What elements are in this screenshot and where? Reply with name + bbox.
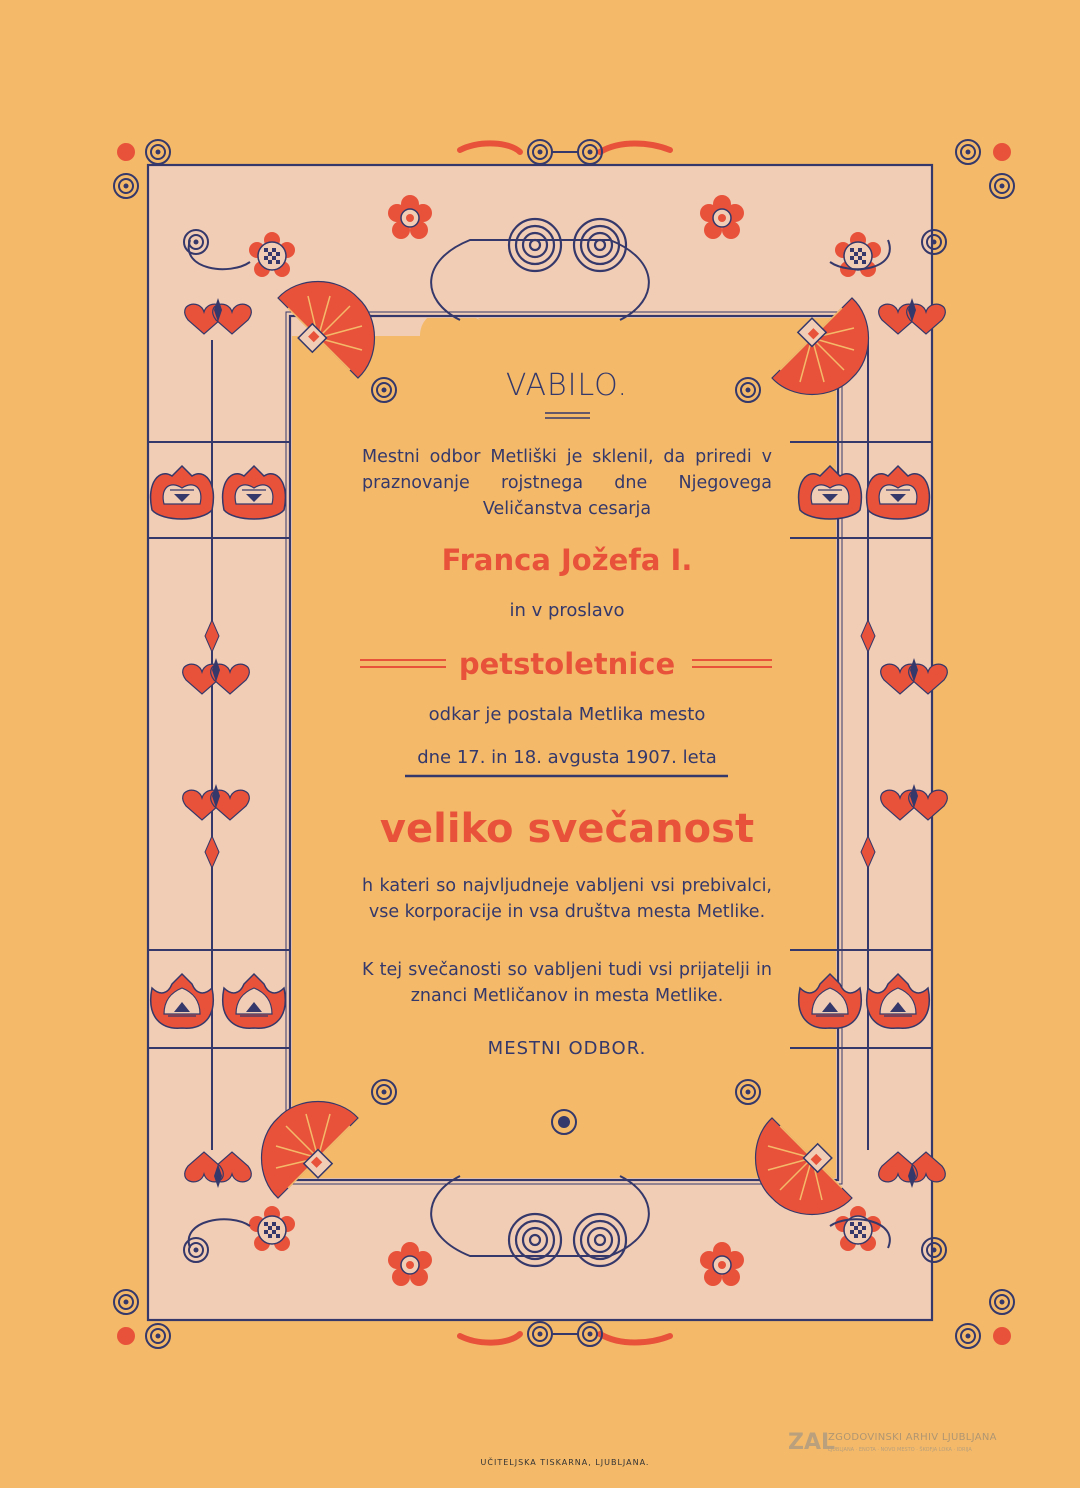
since-text: odkar je postala Metlika mesto: [428, 704, 706, 725]
archive-name: ZGODOVINSKI ARHIV LJUBLJANA: [828, 1432, 997, 1443]
invite-paragraph-2: K tej svečanosti so vabljeni tudi vsi prijatelji in znanci Metličanov in mesta Metlike.: [362, 960, 772, 1006]
honoree-name: Franca Jožefa I.: [441, 543, 693, 577]
archive-logo: ZAL: [788, 1430, 835, 1455]
signature: MESTNI ODBOR.: [487, 1038, 647, 1059]
printer-imprint: UČITELJSKA TISKARNA, LJUBLJANA.: [480, 1458, 650, 1467]
archive-subtitle: LJUBLJANA · ENOTA · NOVO MESTO · ŠKOFJA LOKA · IDRIJA: [828, 1447, 972, 1453]
poster-title: VABILO.: [505, 368, 629, 403]
archive-stamp: [788, 1430, 997, 1460]
connector-text: in v proslavo: [509, 600, 625, 621]
dates-text: dne 17. in 18. avgusta 1907. leta: [417, 747, 717, 768]
anniversary-heading: petstoletnice: [458, 647, 676, 681]
invite-paragraph-1: h kateri so najvljudneje vabljeni vsi prebivalci, vse korporacije in vsa društva mesta Metlike.: [362, 876, 772, 922]
event-heading: veliko svečanost: [379, 806, 755, 852]
intro-text: Mestni odbor Metliški je sklenil, da priredi v praznovanje rojstnega dne Njegovega Veličanstva cesarja: [362, 447, 772, 519]
